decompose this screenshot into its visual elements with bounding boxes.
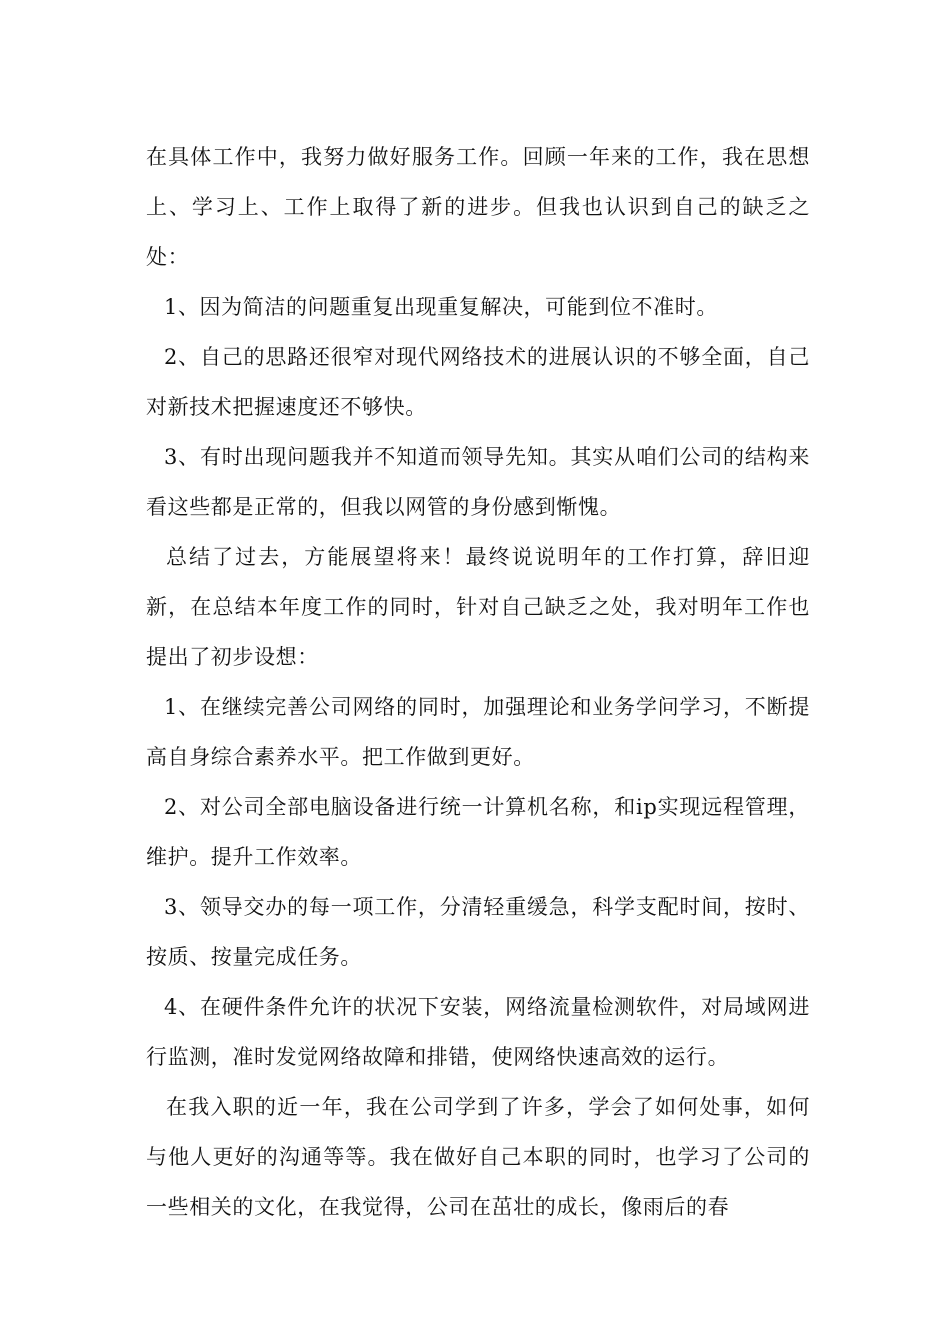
paragraph-shortcoming-3: 3、有时出现问题我并不知道而领导先知。其实从咱们公司的结构来看这些都是正常的，但我以网管的身份感到惭愧。 (146, 445, 810, 519)
paragraph-shortcoming-1: 1、因为简洁的问题重复出现重复解决，可能到位不准时。 (164, 295, 718, 319)
paragraph-plan-3: 3、领导交办的每一项工作，分清轻重缓急，科学支配时间，按时、按质、按量完成任务。 (146, 895, 810, 969)
paragraph-shortcoming-2: 2、自己的思路还很窄对现代网络技术的进展认识的不够全面，自己对新技术把握速度还不够快。 (146, 345, 810, 419)
paragraph-plan-4: 4、在硬件条件允许的状况下安装，网络流量检测软件，对局域网进行监测，准时发觉网络故障和排错，使网络快速高效的运行。 (146, 995, 810, 1069)
paragraph-plan-2: 2、对公司全部电脑设备进行统一计算机名称，和ip实现远程管理，维护。提升工作效率。 (146, 795, 810, 869)
paragraph-intro: 在具体工作中，我努力做好服务工作。回顾一年来的工作，我在思想上、学习上、工作上取得了新的进步。但我也认识到自己的缺乏之处： (146, 145, 810, 269)
document-body (146, 132, 810, 1232)
paragraph-reflection: 在我入职的近一年，我在公司学到了许多，学会了如何处事，如何与他人更好的沟通等等。我在做好自己本职的同时，也学习了公司的一些相关的文化，在我觉得，公司在茁壮的成长，像雨后的春 (146, 1095, 810, 1219)
paragraph-plan-1: 1、在继续完善公司网络的同时，加强理论和业务学问学习，不断提高自身综合素养水平。把工作做到更好。 (146, 695, 810, 769)
paragraph-plan-intro: 总结了过去，方能展望将来！最终说说明年的工作打算，辞旧迎新，在总结本年度工作的同时，针对自己缺乏之处，我对明年工作也提出了初步设想： (146, 545, 810, 669)
